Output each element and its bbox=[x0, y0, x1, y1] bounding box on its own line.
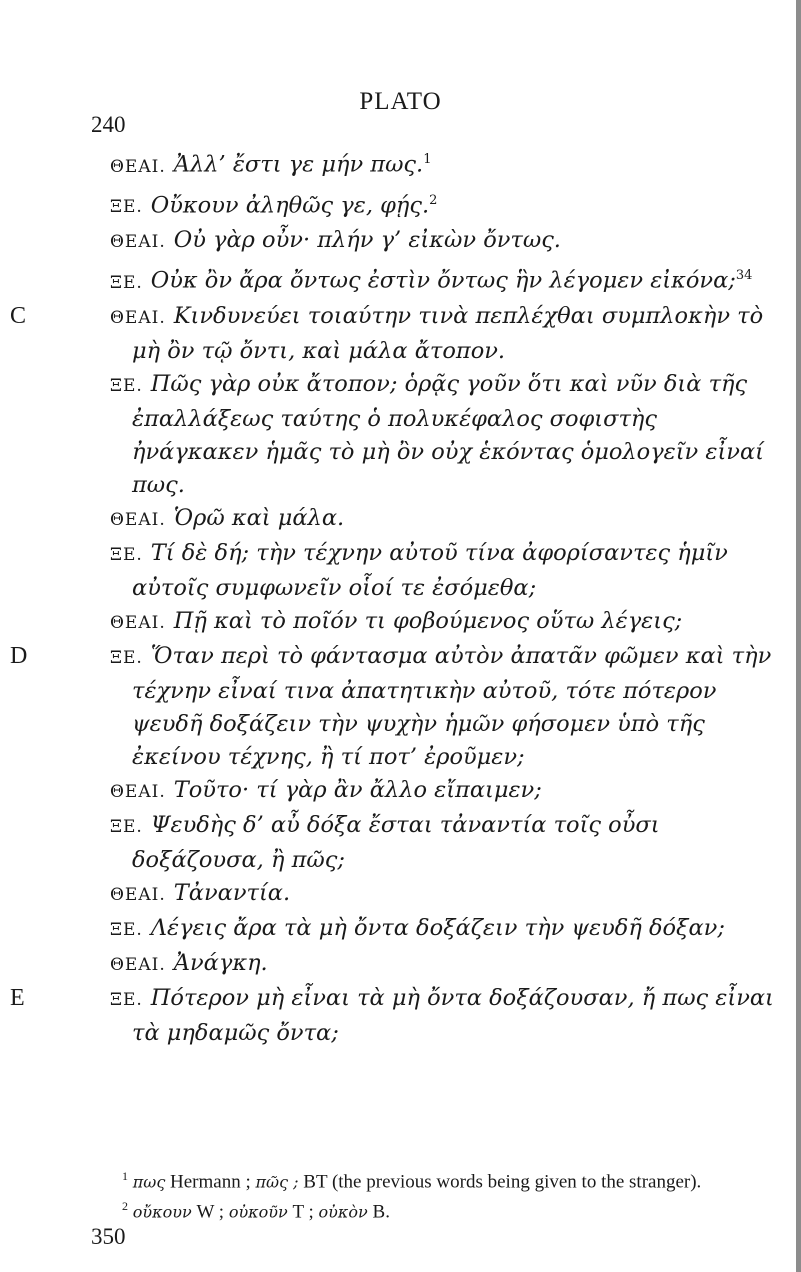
dialogue-line: ΞΕ. Οὔκουν ἀληθῶς γε, φῄς.$^2$ bbox=[110, 192, 438, 218]
dialogue-line: ΘΕΑΙ. Πῇ καὶ τὸ ποῖόν τι φοβούμενος οὕτω λέγεις; bbox=[110, 607, 683, 634]
running-title: PLATO bbox=[359, 88, 442, 115]
dialogue-line: ΘΕΑΙ. Τἀναντία. bbox=[110, 879, 291, 906]
dialogue-line: ΘΕΑΙ. Ὁρῶ καὶ μάλα. bbox=[110, 504, 345, 531]
dialogue-line: ΞΕ. Οὐκ ὂν ἄρα ὄντως ἐστὶν ὄντως ἣν λέγομεν εἰκόνα;$^{34}$ bbox=[110, 267, 753, 294]
folio-number: 350 bbox=[91, 1224, 126, 1249]
speaker-label: ΞΕ. bbox=[110, 272, 143, 293]
dialogue-line: ΘΕΑΙ. Ἀλλ’ ἔστι γε μήν πως.$^1$ bbox=[110, 151, 432, 178]
speaker-label: ΘΕΑΙ. bbox=[110, 232, 166, 252]
page-edge-shadow bbox=[796, 0, 801, 1272]
dialogue-line: ΞΕ. Πῶς γὰρ οὐκ ἄτοπον; ὁρᾷς γοῦν ὅτι καὶ νῦν διὰ τῆς ἐπαλλάξεως ταύτης ὁ πολυκέφαλος σοφιστὴς ἠνάγκακεν ἡμᾶς τὸ μὴ ὂν οὐχ ἑκόντας ὁμολογεῖν εἶναί πως. bbox=[110, 370, 764, 498]
speaker-label: ΞΕ. bbox=[110, 647, 143, 668]
dialogue-line: ΘΕΑΙ. Οὐ γὰρ οὖν· πλήν γ’ εἰκὼν ὄντως. bbox=[110, 227, 561, 253]
dialogue-text bbox=[10, 143, 782, 1050]
speaker-label: ΞΕ. bbox=[110, 816, 143, 837]
speaker-label: ΞΕ. bbox=[110, 375, 143, 396]
dialogue-line: C ΘΕΑΙ. Κινδυνεύει τοιαύτην τινὰ πεπλέχθαι συμπλοκὴν τὸ μὴ ὂν τῷ ὄντι, καὶ μάλα ἄτοπον. bbox=[10, 302, 764, 364]
dialogue-line: ΘΕΑΙ. Τοῦτο· τί γὰρ ἂν ἄλλο εἴπαιμεν; bbox=[110, 776, 542, 803]
speaker-label: ΞΕ. bbox=[110, 989, 143, 1010]
speaker-label: ΘΕΑΙ. bbox=[110, 954, 166, 975]
note-marker: 3 bbox=[735, 268, 745, 283]
footnote-1: $^1$ πως Hermann ; πῶς ; BT (the previous words being given to the stranger). bbox=[122, 1169, 702, 1193]
dialogue-line: ΘΕΑΙ. Ἀνάγκη. bbox=[110, 949, 268, 976]
footnotes bbox=[110, 1164, 782, 1225]
speaker-label: ΘΕΑΙ. bbox=[110, 307, 166, 328]
dialogue-line: ΞΕ. Λέγεις ἄρα τὰ μὴ ὄντα δοξάζειν τὴν ψευδῆ δόξαν; bbox=[110, 914, 725, 941]
speaker-label: ΘΕΑΙ. bbox=[110, 509, 166, 530]
dialogue-line: ΞΕ. Τί δὲ δή; τὴν τέχνην αὐτοῦ τίνα ἀφορίσαντες ἡμῖν αὐτοῖς συμφωνεῖν οἷοί τε ἐσόμεθα; bbox=[110, 539, 728, 601]
speaker-label: ΞΕ. bbox=[110, 919, 143, 940]
speaker-label: ΞΕ. bbox=[110, 544, 143, 565]
dialogue-line: E ΞΕ. Πότερον μὴ εἶναι τὰ μὴ ὄντα δοξάζουσαν, ἤ πως εἶναι τὰ μηδαμῶς ὄντα; bbox=[10, 984, 774, 1046]
footnote-2: $^2$ οὔκουν W ; οὐκοῦν T ; οὐκὸν B. bbox=[122, 1199, 390, 1223]
dialogue-line: ΞΕ. Ψευδὴς δ’ αὖ δόξα ἔσται τἀναντία τοῖς οὖσι δοξάζουσα, ἢ πῶς; bbox=[110, 811, 660, 873]
note-marker: 4 bbox=[744, 268, 753, 283]
speaker-label: ΞΕ. bbox=[110, 197, 143, 217]
page-number: 240 bbox=[91, 112, 126, 137]
dialogue-line: D ΞΕ. Ὅταν περὶ τὸ φάντασμα αὐτὸν ἀπατᾶν φῶμεν καὶ τὴν τέχνην εἶναί τινα ἀπατητικὴν αὐτοῦ, τότε πότερον ψευδῆ δοξάζειν τὴν ψυχὴν ἡμῶν φήσομεν ὑπὸ τῆς ἐκείνου τέχνης, ἢ τί ποτ’ ἐροῦμεν; bbox=[10, 642, 772, 770]
speaker-label: ΘΕΑΙ. bbox=[110, 884, 166, 905]
footnote-marker: 1 bbox=[423, 152, 432, 167]
speaker-label: ΘΕΑΙ. bbox=[110, 156, 166, 177]
speaker-label: ΘΕΑΙ. bbox=[110, 781, 166, 802]
footnote-marker: 2 bbox=[429, 192, 438, 208]
speaker-label: ΘΕΑΙ. bbox=[110, 612, 166, 633]
